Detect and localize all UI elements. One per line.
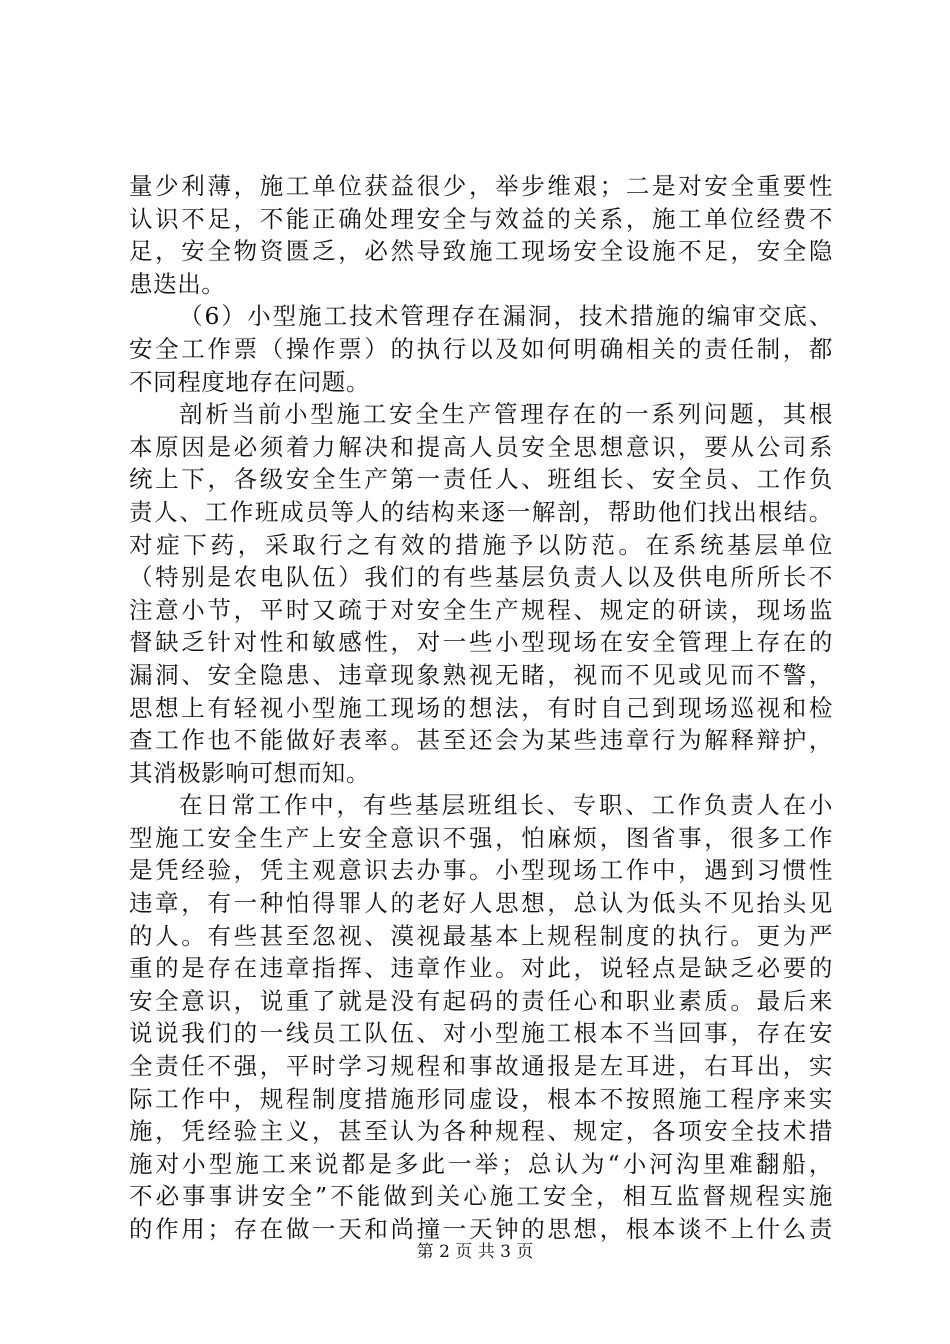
text-line: 说说我们的一线员工队伍、对小型施工根本不当回事，存在安 (129, 1019, 833, 1048)
text-line: 施，凭经验主义，甚至认为各种规程、规定，各项安全技术措 (129, 1117, 833, 1146)
text-line: 的人。有些甚至忽视、漠视最基本上规程制度的执行。更为严 (129, 921, 833, 950)
text-line: （特别是农电队伍）我们的有些基层负责人以及供电所所长不 (129, 563, 833, 592)
text-line: 对症下药，采取行之有效的措施予以防范。在系统基层单位 (129, 530, 833, 559)
text-line: 统上下，各级安全生产第一责任人、班组长、安全员、工作负 (129, 465, 833, 494)
text-line: 责人、工作班成员等人的结构来逐一解剖，帮助他们找出根结。 (129, 497, 833, 526)
text-line: 其消极影响可想而知。 (129, 758, 370, 787)
text-line: 查工作也不能做好表率。甚至还会为某些违章行为解释辩护， (129, 726, 833, 755)
page-footer: 第 2 页 共 3 页 (416, 1242, 534, 1262)
text-line: 督缺乏针对性和敏感性，对一些小型现场在安全管理上存在的 (129, 628, 833, 657)
text-line: 思想上有轻视小型施工现场的想法，有时自己到现场巡视和检 (129, 693, 833, 722)
text-line: 漏洞、安全隐患、违章现象熟视无睹，视而不见或见而不警， (129, 660, 833, 689)
text-line: 的作用；存在做一天和尚撞一天钟的思想，根本谈不上什么责 (129, 1215, 833, 1243)
text-line: 违章，有一种怕得罪人的老好人思想，总认为低头不见抬头见 (129, 889, 833, 918)
text-line: 足，安全物资匮乏，必然导致施工现场安全设施不足，安全隐 (129, 237, 833, 266)
text-line: 型施工安全生产上安全意识不强，怕麻烦，图省事，很多工作 (129, 823, 833, 852)
text-line: 不同程度地存在问题。 (129, 367, 370, 396)
text-line: 不必事事讲安全”不能做到关心施工安全，相互监督规程实施 (129, 1182, 833, 1211)
text-line: 重的是存在违章指挥、违章作业。对此，说轻点是缺乏必要的 (129, 954, 833, 983)
text-line: 剖析当前小型施工安全生产管理存在的一系列问题，其根 (179, 400, 833, 429)
document-body (129, 170, 833, 1246)
text-line: 安全工作票（操作票）的执行以及如何明确相关的责任制，都 (129, 334, 833, 363)
text-line: 全责任不强，平时学习规程和事故通报是左耳进，右耳出，实 (129, 1052, 833, 1081)
text-line: 量少利薄，施工单位获益很少，举步维艰；二是对安全重要性 (129, 172, 833, 200)
text-line: 际工作中，规程制度措施形同虚设，根本不按照施工程序来实 (129, 1084, 833, 1113)
text-line: 注意小节，平时又疏于对安全生产规程、规定的研读，现场监 (129, 595, 833, 624)
text-line: 患迭出。 (129, 269, 226, 298)
text-line: 本原因是必须着力解决和提高人员安全思想意识，要从公司系 (129, 432, 833, 461)
text-line: （6）小型施工技术管理存在漏洞，技术措施的编审交底、 (179, 302, 833, 331)
text-line: 认识不足，不能正确处理安全与效益的关系，施工单位经费不 (129, 204, 833, 233)
text-line: 在日常工作中，有些基层班组长、专职、工作负责人在小 (179, 791, 833, 820)
text-line: 施对小型施工来说都是多此一举；总认为“小河沟里难翻船， (129, 1149, 833, 1178)
text-line: 安全意识，说重了就是没有起码的责任心和职业素质。最后来 (129, 986, 833, 1015)
text-line: 是凭经验，凭主观意识去办事。小型现场工作中，遇到习惯性 (129, 856, 833, 885)
